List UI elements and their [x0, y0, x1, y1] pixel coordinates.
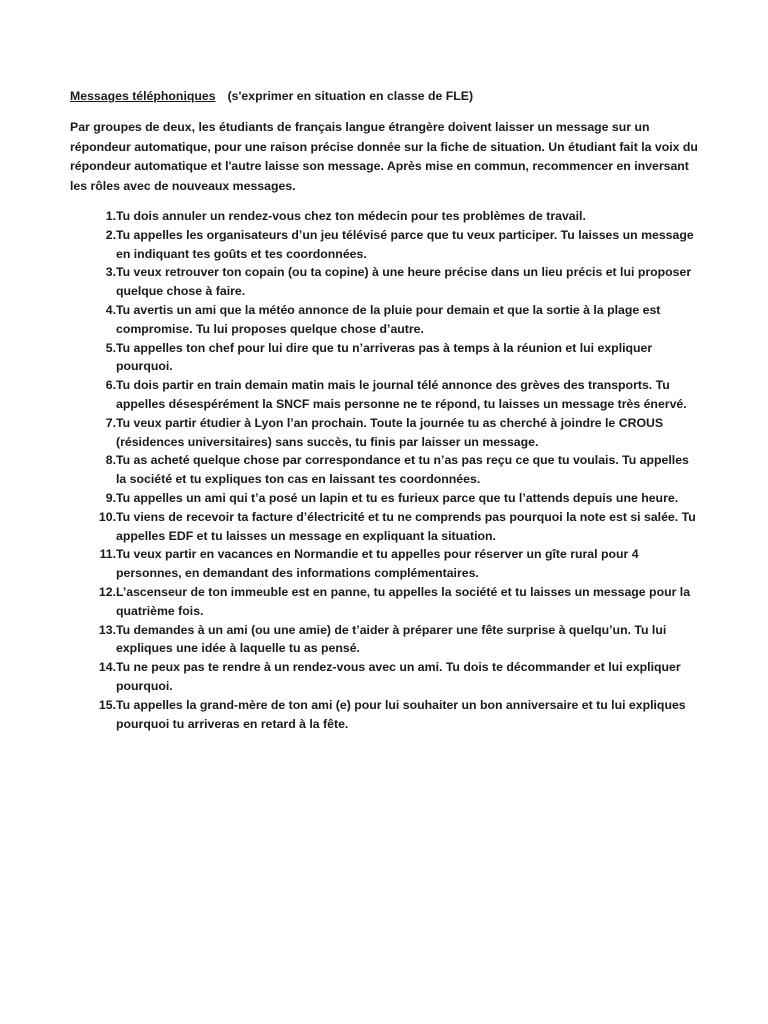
item-number: 5.	[105, 340, 116, 355]
item-number: 12.	[98, 584, 116, 599]
item-number: 9.	[105, 490, 116, 505]
item-text: Tu demandes à un ami (ou une amie) de t’aider à préparer une fête surprise à quelqu’un. Tu lui expliques une idée à laquelle tu as pensé.	[116, 622, 667, 656]
list-item	[70, 508, 700, 546]
item-number: 2.	[105, 227, 116, 242]
item-number: 14.	[98, 660, 116, 675]
intro-paragraph: Par groupes de deux, les étudiants de français langue étrangère doivent laisser un message sur un répondeur automatique, pour une raison précise donnée sur la fiche de situation. Un étudiant fait la voix du répondeur automatique et l'autre laisse son message. Après mise en commun, recommencer en inversant les rôles avec de nouveaux messages.	[70, 120, 698, 193]
list-item	[70, 489, 700, 508]
item-number: 3.	[105, 265, 116, 280]
document-page	[70, 88, 700, 733]
document-title: Messages téléphoniques	[70, 89, 216, 103]
item-text: Tu veux partir en vacances en Normandie et tu appelles pour réserver un gîte rural pour 4 personnes, en demandant des informations complémentaires.	[116, 547, 639, 581]
list-item	[70, 696, 700, 734]
item-number: 11.	[99, 547, 116, 562]
item-text: Tu avertis un ami que la météo annonce de la pluie pour demain et que la sortie à la plage est compromise. Tu lui proposes quelque chose d’autre.	[116, 302, 661, 336]
list-item	[70, 376, 700, 414]
list-item	[70, 583, 700, 621]
list-item	[70, 545, 700, 583]
item-text: Tu appelles les organisateurs d’un jeu télévisé parce que tu veux participer. Tu laisses un message en indiquant tes goûts et tes coordonnées.	[116, 227, 694, 261]
item-text: Tu veux partir étudier à Lyon l’an prochain. Toute la journée tu as cherché à joindre le CROUS (résidences universitaires) sans succès, tu finis par laisser un message.	[116, 415, 664, 449]
item-number: 15.	[98, 697, 116, 712]
item-number: 13.	[98, 622, 116, 637]
list-item	[70, 658, 700, 696]
document-title-line	[70, 88, 700, 105]
list-item	[70, 263, 700, 301]
list-item	[70, 414, 700, 452]
item-text: Tu appelles ton chef pour lui dire que tu n’arriveras pas à temps à la réunion et lui expliquer pourquoi.	[116, 340, 653, 374]
item-number: 7.	[105, 415, 116, 430]
item-text: L’ascenseur de ton immeuble est en panne, tu appelles la société et tu laisses un message pour la quatrième fois.	[116, 584, 691, 618]
item-number: 1.	[105, 209, 116, 223]
list-item	[70, 207, 700, 226]
item-number: 10.	[98, 509, 116, 524]
item-text: Tu veux retrouver ton copain (ou ta copine) à une heure précise dans un lieu précis et lui proposer quelque chose à faire.	[116, 265, 692, 299]
document-subtitle: (s'exprimer en situation en classe de FLE)	[227, 89, 474, 103]
item-text: Tu dois annuler un rendez-vous chez ton médecin pour tes problèmes de travail.	[116, 209, 586, 223]
item-text: Tu dois partir en train demain matin mais le journal télé annonce des grèves des transports. Tu appelles désespérément la SNCF mais personne ne te répond, tu laisses un message très énervé.	[116, 378, 687, 411]
item-text: Tu appelles la grand-mère de ton ami (e) pour lui souhaiter un bon anniversaire et tu lui expliques pourquoi tu arriveras en retard à la fête.	[116, 697, 686, 731]
list-item	[70, 339, 700, 377]
item-number: 8.	[105, 453, 116, 468]
item-number: 4.	[105, 302, 116, 317]
list-item	[70, 301, 700, 339]
situation-list	[70, 207, 700, 733]
item-text: Tu viens de recevoir ta facture d’électricité et tu ne comprends pas pourquoi la note est si salée. Tu appelles EDF et tu laisses un message en expliquant la situation.	[116, 509, 696, 543]
item-text: Tu ne peux pas te rendre à un rendez-vous avec un ami. Tu dois te décommander et lui expliquer pourquoi.	[116, 660, 681, 693]
list-item	[70, 451, 700, 489]
list-item	[70, 621, 700, 659]
list-item	[70, 226, 700, 264]
item-number: 6.	[105, 378, 116, 393]
item-text: Tu appelles un ami qui t’a posé un lapin et tu es furieux parce que tu l’attends depuis une heure.	[116, 490, 679, 505]
item-text: Tu as acheté quelque chose par correspondance et tu n’as pas reçu ce que tu voulais. Tu appelles la société et tu expliques ton cas en laissant tes coordonnées.	[116, 453, 689, 487]
